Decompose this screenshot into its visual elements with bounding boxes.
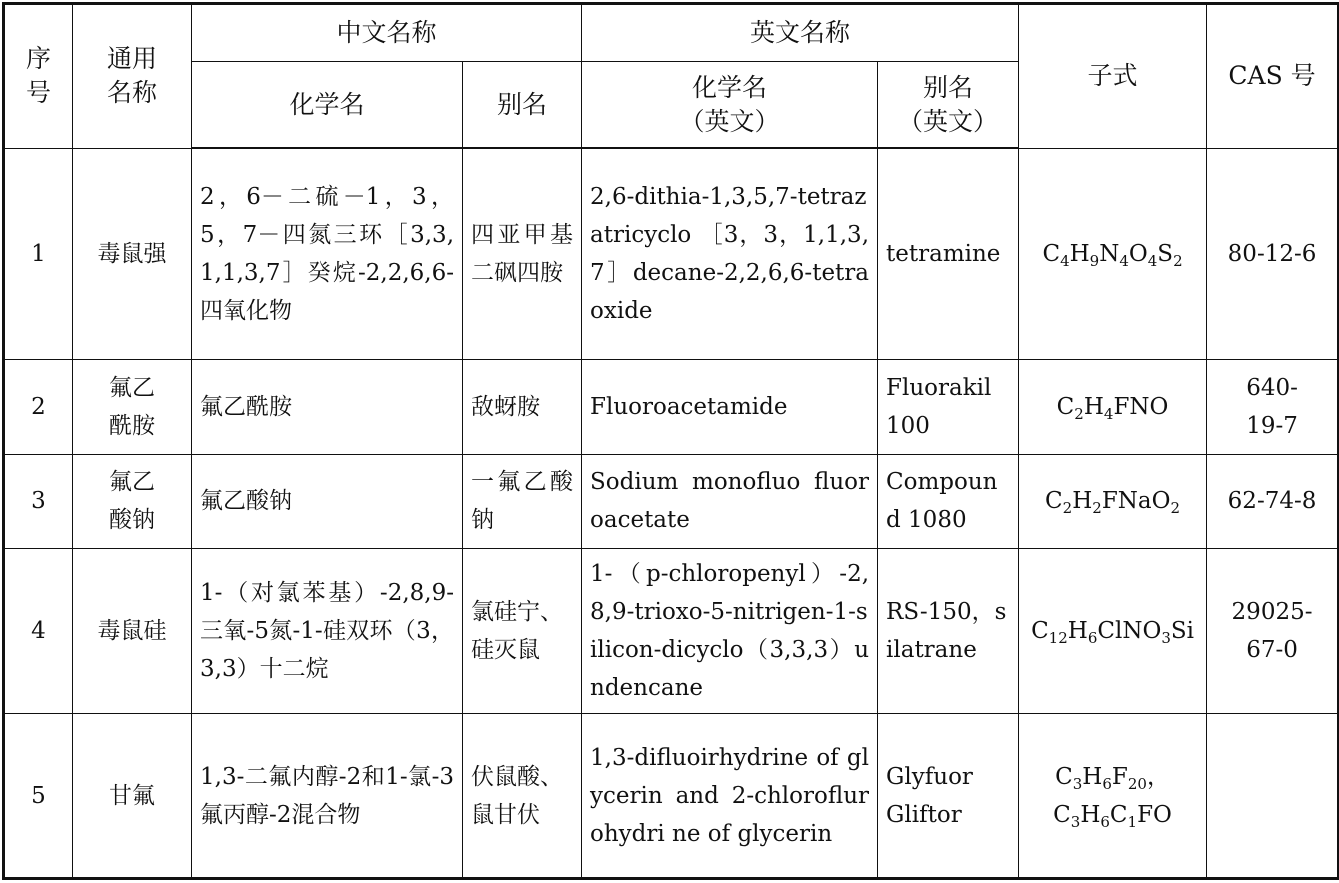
formula-symbol: ，	[1146, 763, 1170, 790]
cell-cas: 80-12-6	[1207, 148, 1339, 359]
formula-subscript: 4	[1103, 404, 1114, 423]
cell-alias-cn: 一氟乙酸钠	[463, 454, 582, 549]
formula-symbol: H	[1082, 763, 1103, 790]
formula-subscript: 3	[1072, 774, 1083, 793]
cell-cas: 62-74-8	[1207, 454, 1339, 549]
header-index: 序号	[4, 4, 73, 149]
cell-index: 5	[4, 714, 73, 879]
header-alias-en-line2: （英文）	[898, 106, 999, 136]
cell-common-name: 氟乙酰胺	[73, 360, 192, 455]
header-chinese-name: 中文名称	[192, 4, 582, 62]
formula-symbol: C	[1109, 801, 1128, 828]
table-row	[4, 549, 1339, 714]
cell-cas: 640-19-7	[1207, 360, 1339, 455]
header-chem-name-en	[582, 62, 878, 148]
header-english-name: 英文名称	[582, 4, 1019, 62]
cell-index: 4	[4, 549, 73, 714]
cell-alias-cn: 四亚甲基二砜四胺	[463, 148, 582, 359]
formula-symbol: S	[1157, 240, 1174, 267]
cell-alias-en: Compound 1080	[878, 454, 1019, 549]
cell-index: 1	[4, 148, 73, 359]
header-formula: 子式	[1019, 4, 1207, 149]
table-row	[4, 148, 1339, 359]
cell-chem-name-cn: 氟乙酰胺	[192, 360, 463, 455]
header-chem-name-en-line1: 化学名	[692, 72, 768, 102]
formula-subscript: 3	[1070, 812, 1081, 831]
cell-formula	[1019, 714, 1207, 879]
cell-index: 2	[4, 360, 73, 455]
formula-subscript: 6	[1102, 774, 1112, 793]
formula-subscript: 2	[1170, 499, 1181, 518]
formula-symbol: C	[1045, 488, 1063, 515]
formula-symbol: N	[1099, 240, 1120, 267]
formula-subscript: 20	[1127, 774, 1147, 793]
header-cas: CAS 号	[1207, 4, 1339, 149]
formula-symbol: C	[1031, 618, 1049, 645]
cell-alias-en: Glyfuor Gliftor	[878, 714, 1019, 879]
cell-chem-name-en: 1,3-difluoirhydrine of glycerin and 2-chloroflurohydri ne of glycerin	[582, 714, 878, 879]
cell-common-name: 毒鼠硅	[73, 549, 192, 714]
formula-subscript: 2	[1173, 251, 1183, 270]
cell-alias-en: RS-150，silatrane	[878, 549, 1019, 714]
formula-symbol: F	[1111, 763, 1128, 790]
formula-symbol: FO	[1137, 801, 1172, 828]
formula-line-1	[1027, 758, 1198, 796]
cell-chem-name-cn: 1-（对氯苯基）-2,8,9-三氧-5氮-1-硅双环（3，3,3）十二烷	[192, 549, 463, 714]
formula-subscript: 4	[1060, 251, 1070, 270]
cell-chem-name-cn: 氟乙酸钠	[192, 454, 463, 549]
header-chem-name-cn: 化学名	[192, 62, 463, 148]
cell-chem-name-cn: 2，6－二硫－1，3，5，7－四氮三环［3,3,1,1,3,7］癸烷-2,2,6,6-四氧化物	[192, 148, 463, 359]
formula-symbol: FNO	[1113, 393, 1169, 420]
formula-symbol: FNaO	[1101, 488, 1171, 515]
formula-symbol: H	[1069, 240, 1090, 267]
cell-alias-cn: 氯硅宁、硅灭鼠	[463, 549, 582, 714]
formula-symbol: Si	[1170, 618, 1194, 645]
cell-alias-en: Fluorakil 100	[878, 360, 1019, 455]
cell-cas: 29025-67-0	[1207, 549, 1339, 714]
formula-symbol: H	[1072, 488, 1093, 515]
formula-subscript: 6	[1100, 812, 1110, 831]
table-row	[4, 360, 1339, 455]
formula-subscript: 4	[1119, 251, 1129, 270]
formula-symbol: C	[1055, 763, 1073, 790]
formula-symbol: ClNO	[1097, 618, 1162, 645]
cell-chem-name-cn: 1,3-二氟内醇-2和1-氯-3氟丙醇-2混合物	[192, 714, 463, 879]
formula-subscript: 2	[1074, 404, 1084, 423]
cell-common-name: 氟乙酸钠	[73, 454, 192, 549]
cell-common-name: 甘氟	[73, 714, 192, 879]
cell-alias-cn: 伏鼠酸、鼠甘伏	[463, 714, 582, 879]
header-row-1	[4, 4, 1339, 62]
header-chem-name-en-line2: （英文）	[679, 106, 780, 136]
header-alias-en-line1: 别名	[923, 72, 974, 102]
formula-symbol: C	[1056, 393, 1075, 420]
cell-chem-name-en: 1-（p-chloropenyl）-2,8,9-trioxo-5-nitrigen-1-silicon-dicyclo（3,3,3）undencane	[582, 549, 878, 714]
header-alias-cn: 别名	[463, 62, 582, 148]
formula-subscript: 12	[1048, 629, 1068, 648]
table-row	[4, 454, 1339, 549]
cell-chem-name-en: Fluoroacetamide	[582, 360, 878, 455]
formula-line-2	[1027, 796, 1198, 834]
formula-symbol: H	[1083, 393, 1104, 420]
table-row	[4, 714, 1339, 879]
cell-alias-cn: 敌蚜胺	[463, 360, 582, 455]
formula-subscript: 1	[1127, 812, 1138, 831]
formula-symbol: C	[1042, 240, 1061, 267]
formula-subscript: 9	[1089, 251, 1100, 270]
formula-symbol: H	[1067, 618, 1088, 645]
header-common-name: 通用名称	[73, 4, 192, 149]
cell-cas	[1207, 714, 1339, 879]
formula-symbol: O	[1128, 240, 1148, 267]
formula-symbol: H	[1080, 801, 1101, 828]
formula-subscript: 4	[1147, 251, 1158, 270]
formula-subscript: 3	[1161, 629, 1171, 648]
cell-index: 3	[4, 454, 73, 549]
formula-subscript: 6	[1087, 629, 1098, 648]
cell-formula	[1019, 148, 1207, 359]
header-alias-en	[878, 62, 1019, 148]
cell-formula	[1019, 360, 1207, 455]
formula-subscript: 2	[1062, 499, 1073, 518]
rodenticide-table	[2, 2, 1339, 880]
cell-common-name: 毒鼠强	[73, 148, 192, 359]
cell-formula	[1019, 549, 1207, 714]
cell-chem-name-en: 2,6-dithia-1,3,5,7-tetrazatricyclo ［3，3，1,1,3,7］decane-2,2,6,6-tetraoxide	[582, 148, 878, 359]
cell-chem-name-en: Sodium monofluo fluoroacetate	[582, 454, 878, 549]
cell-alias-en: tetramine	[878, 148, 1019, 359]
formula-symbol: C	[1053, 801, 1071, 828]
formula-subscript: 2	[1092, 499, 1102, 518]
cell-formula	[1019, 454, 1207, 549]
